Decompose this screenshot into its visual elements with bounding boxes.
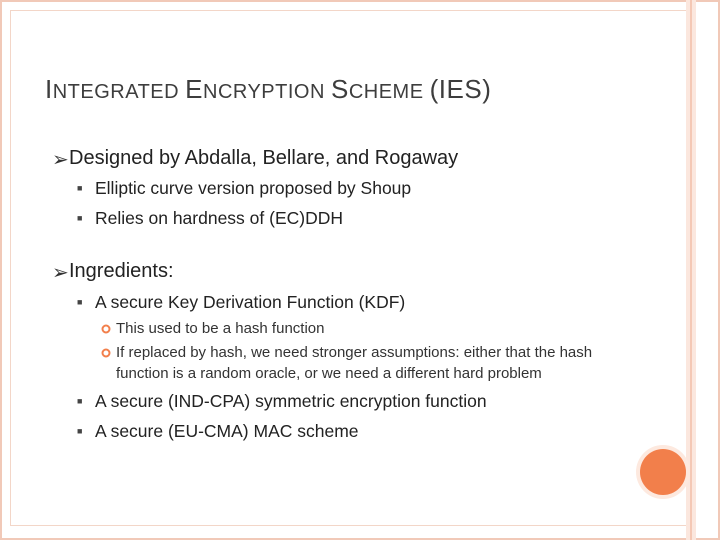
- sub-bullet-text: A secure Key Derivation Function (KDF): [95, 292, 406, 312]
- sub-bullet-text: A secure (IND-CPA) symmetric encryption function: [95, 391, 487, 411]
- title-word: NCRYPTION: [203, 81, 331, 103]
- title-initial: S: [330, 74, 349, 104]
- ring-bullet-icon: [101, 324, 111, 334]
- sub-sub-bullet-text: If replaced by hash, we need stronger assumptions: either that the hash function is a random oracle, or we need a different hard problem: [116, 344, 593, 382]
- square-bullet-icon: ■: [77, 426, 83, 436]
- square-bullet-icon: ■: [77, 183, 83, 193]
- title-word: NTEGRATED: [52, 81, 186, 103]
- arrowhead-bullet-icon: ➢: [52, 149, 69, 171]
- bullet-text: Ingredients:: [69, 260, 174, 282]
- ring-bullet-icon: [101, 348, 111, 358]
- square-bullet-icon: ■: [77, 396, 83, 406]
- accent-circle: [640, 449, 686, 495]
- bullet-text: Designed by Abdalla, Bellare, and Rogaway: [69, 147, 459, 169]
- arrowhead-bullet-icon: ➢: [52, 262, 69, 284]
- title-initial: E: [185, 74, 203, 104]
- title-initial: I: [45, 74, 53, 104]
- square-bullet-icon: ■: [77, 297, 83, 307]
- decorative-line: [690, 0, 692, 540]
- title-acronym: (IES): [429, 74, 492, 104]
- sub-bullet-text: Relies on hardness of (EC)DDH: [95, 208, 344, 228]
- sub-sub-bullet-text: This used to be a hash function: [116, 320, 325, 337]
- sub-bullet-text: A secure (EU-CMA) MAC scheme: [95, 421, 359, 441]
- square-bullet-icon: ■: [77, 213, 83, 223]
- title-word: CHEME: [348, 81, 430, 103]
- slide-title: [45, 74, 491, 105]
- sub-bullet-text: Elliptic curve version proposed by Shoup: [95, 178, 412, 198]
